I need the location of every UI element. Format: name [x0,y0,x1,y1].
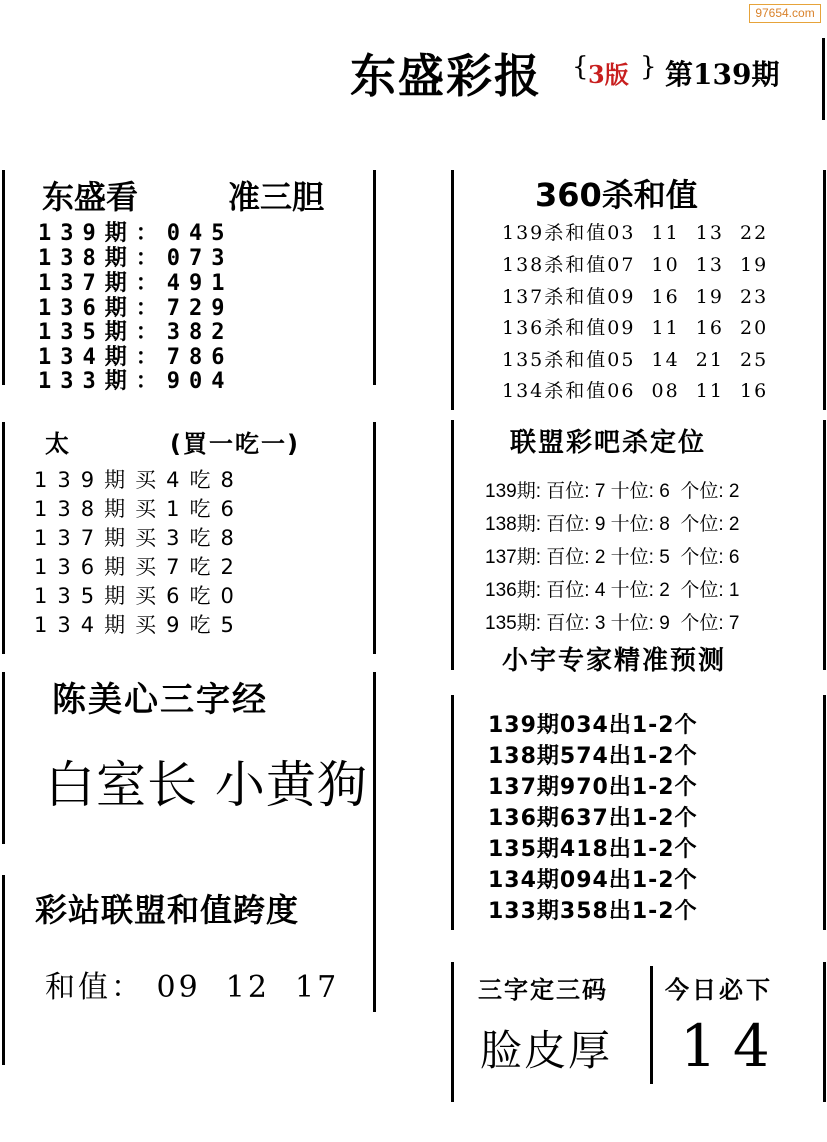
sum-kill-row: 137杀和值09 16 19 23 [502,286,769,308]
expert-row: 139期034出1-2个 [488,713,698,738]
header-right-rule [822,38,825,120]
rule-left-1 [2,170,5,385]
site-watermark: 97654.com [749,4,821,23]
expert-row: 135期418出1-2个 [488,837,698,862]
expert-row: 134期094出1-2个 [488,868,698,893]
sum-kill-row: 136杀和值09 11 16 20 [502,317,769,339]
buy-eat-row: 137期买3吃8 [34,526,244,550]
sum-kill-row: 139杀和值03 11 13 22 [502,222,769,244]
buy-eat-row: 139期买4吃8 [34,468,244,492]
expert-row: 136期637出1-2个 [488,806,698,831]
dongsheng-row: 134期：786 [38,345,234,370]
three-code-text: 脸皮厚 [480,1026,613,1075]
today-value: 14 [680,1012,786,1080]
alliance-title: 联盟彩吧杀定位 [510,428,707,458]
alliance-row: 138期: 百位: 9 十位: 8 个位: 2 [485,514,740,535]
buy-eat-row: 134期买9吃5 [34,613,244,637]
buy-eat-row: 135期买6吃0 [34,584,244,608]
rule-mid-2 [451,170,454,410]
brace-open: { [572,52,589,82]
rule-box-divider [650,966,653,1084]
station-title: 彩站联盟和值跨度 [35,891,300,929]
rule-mid-8 [451,962,454,1102]
expert-row: 138期574出1-2个 [488,744,698,769]
buy-eat-row: 136期买7吃2 [34,555,244,579]
today-title: 今日必下 [665,976,773,1004]
sum-kill-title: 360杀和值 [535,176,698,214]
rule-left-4 [2,875,5,1065]
rule-right-4 [823,962,826,1102]
dongsheng-row: 137期：491 [38,271,234,296]
three-code-title: 三字定三码 [478,976,608,1004]
sum-kill-row: 134杀和值06 08 11 16 [502,380,769,402]
rule-left-2 [2,422,5,654]
buy-eat-row: 138期买1吃6 [34,497,244,521]
dongsheng-title-left: 东盛看 [42,178,139,216]
dongsheng-title-right: 准三胆 [228,178,325,216]
rule-mid-6 [451,695,454,930]
sum-kill-row: 138杀和值07 10 13 19 [502,254,769,276]
rule-mid-5 [373,672,376,862]
brace-close: } [640,52,657,82]
dongsheng-row: 139期：045 [38,221,234,246]
rule-left-3 [2,672,5,844]
rule-right-2 [823,420,826,670]
chen-title: 陈美心三字经 [52,680,268,720]
edition-label: 3版 [588,60,629,89]
newspaper-title: 东盛彩报 [350,49,542,103]
buy-eat-title-right: (買一吃一) [170,430,300,458]
expert-row: 133期358出1-2个 [488,899,698,924]
rule-right-3 [823,695,826,930]
issue-number: 第139期 [665,58,780,91]
dongsheng-row: 133期：904 [38,369,234,394]
dongsheng-row: 138期：073 [38,246,234,271]
chen-text: 白室长 小黄狗 [45,756,368,814]
dongsheng-row: 135期：382 [38,320,234,345]
buy-eat-title-left: 太 [45,430,69,458]
rule-right-1 [823,170,826,410]
alliance-row: 135期: 百位: 3 十位: 9 个位: 7 [485,613,740,634]
alliance-row: 139期: 百位: 7 十位: 6 个位: 2 [485,481,740,502]
rule-mid-7 [373,862,376,1012]
rule-mid-4 [451,420,454,670]
expert-title: 小宇专家精准预测 [502,646,727,676]
expert-row: 137期970出1-2个 [488,775,698,800]
alliance-row: 136期: 百位: 4 十位: 2 个位: 1 [485,580,740,601]
rule-mid-3 [373,422,376,654]
station-text: 和值： 09 12 17 [45,970,340,1005]
rule-mid-1 [373,170,376,385]
alliance-row: 137期: 百位: 2 十位: 5 个位: 6 [485,547,740,568]
dongsheng-row: 136期：729 [38,296,234,321]
sum-kill-row: 135杀和值05 14 21 25 [502,349,769,371]
